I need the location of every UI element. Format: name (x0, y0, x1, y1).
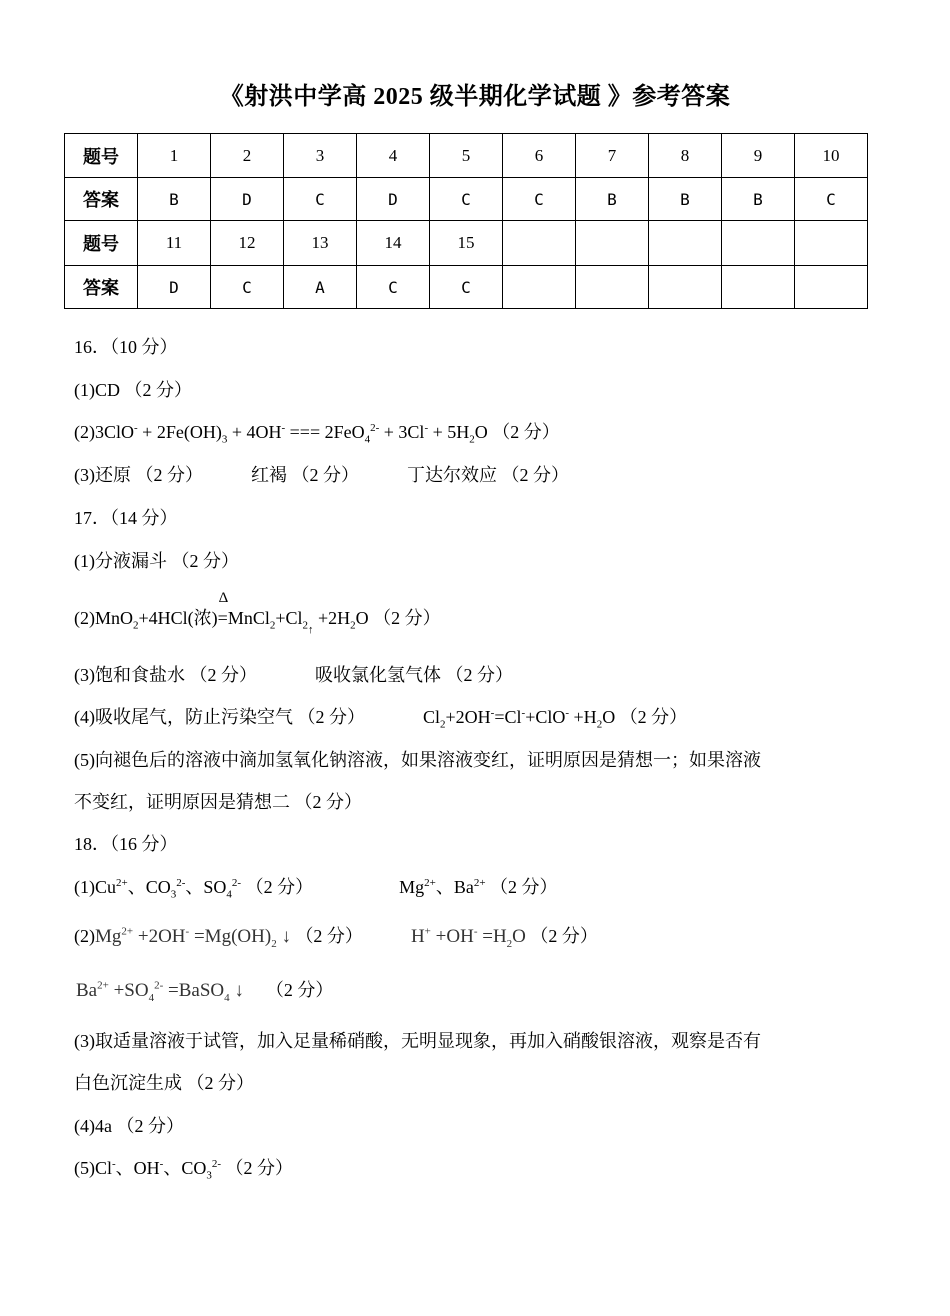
q16-part3: (3)还原 （2 分） 红褐 （2 分） 丁达尔效应 （2 分） (74, 465, 569, 485)
table-cell: 15 (430, 221, 503, 266)
table-cell (503, 221, 576, 266)
q18-part3-line1: (3)取适量溶液于试管，加入足量稀硝酸，无明显现象，再加入硝酸银溶液，观察是否有 (74, 1031, 761, 1051)
q18-part4: (4)4a （2 分） (74, 1116, 184, 1136)
q17-part5-line1: (5)向褪色后的溶液中滴加氢氧化钠溶液，如果溶液变红，证明原因是猜想一；如果溶液 (74, 750, 761, 770)
table-cell: 7 (576, 134, 649, 178)
table-cell: C (430, 266, 503, 309)
q17-part4: (4)吸收尾气，防止污染空气 （2 分） $Cl_2+2OH^-=Cl^-+ClO^- +H_2O$ （2 分） (74, 707, 688, 731)
table-cell (649, 221, 722, 266)
table-cell: 12 (211, 221, 284, 266)
table-row (65, 134, 868, 178)
table-row-header: 答案 (65, 178, 138, 221)
page-title: 《射洪中学高 2025 级半期化学试题 》参考答案 (219, 84, 731, 110)
table-cell: 13 (284, 221, 357, 266)
table-cell: A (284, 266, 357, 309)
q18-part5: (5)Cl-、OH-、$CO_3^{2-}$ （2 分） (74, 1158, 294, 1182)
table-cell: 4 (357, 134, 430, 178)
answer-table (64, 133, 868, 309)
table-cell: B (722, 178, 795, 221)
table-row-header: 题号 (65, 134, 138, 178)
q17-part3: (3)饱和食盐水 （2 分） 吸收氯化氢气体 （2 分） (74, 665, 513, 685)
table-row (65, 178, 868, 221)
table-cell (649, 266, 722, 309)
table-cell: 2 (211, 134, 284, 178)
table-cell: D (211, 178, 284, 221)
table-cell: 5 (430, 134, 503, 178)
q18-part1: $(1)Cu^{2+}$、$CO_3^{2-}$、$SO_4^{2-}$ （2 分） $Mg^{2+}$、$Ba^{2+}$ （2 分） (74, 877, 558, 901)
table-row-header: 题号 (65, 221, 138, 266)
q18-part2-line2: $Ba^{2+} +SO_4^{2-}$ =BaSO$_4$ ↓ （2 分） (76, 979, 334, 1004)
q17-part5-line2: 不变红，证明原因是猜想二 （2 分） (74, 792, 362, 812)
table-cell: 10 (795, 134, 868, 178)
table-cell: 9 (722, 134, 795, 178)
table-cell: 8 (649, 134, 722, 178)
table-cell: B (576, 178, 649, 221)
table-cell (722, 266, 795, 309)
table-cell: D (357, 178, 430, 221)
table-row (65, 221, 868, 266)
table-cell: C (503, 178, 576, 221)
table-cell (795, 221, 868, 266)
table-cell: 14 (357, 221, 430, 266)
table-cell: C (357, 266, 430, 309)
q16-header: 16．（10 分） (74, 337, 178, 357)
table-cell: C (430, 178, 503, 221)
table-cell: B (649, 178, 722, 221)
table-row-header: 答案 (65, 266, 138, 309)
q17-header: 17．（14 分） (74, 508, 178, 528)
q18-part2-line1: $(2)Mg^{2+} +2OH^- =Mg(OH)_2$ ↓ （2 分） $H^+ +OH^- =H_2O$ （2 分） (74, 925, 598, 950)
table-cell (503, 266, 576, 309)
q16-part2: $(2)3ClO^- + 2Fe(OH)_3 + 4OH^-$ === $2FeO_4^{2-} + 3Cl^- + 5H_2O$ （2 分） (74, 422, 560, 446)
q18-header: 18．（16 分） (74, 834, 178, 854)
table-cell: 11 (138, 221, 211, 266)
table-cell (795, 266, 868, 309)
q16-part1: (1)CD （2 分） (74, 380, 192, 400)
q17-part1: (1)分液漏斗 （2 分） (74, 551, 239, 571)
q17-part2: (2)MnO$_2$+4HCl(浓) Δ $=MnCl_2+Cl_{2↑} +2H_2O$ （2 分） (74, 590, 441, 636)
table-cell: B (138, 178, 211, 221)
table-cell: C (284, 178, 357, 221)
q18-part3-line2: 白色沉淀生成 （2 分） (74, 1073, 254, 1093)
table-cell (576, 266, 649, 309)
table-cell (576, 221, 649, 266)
table-cell: 6 (503, 134, 576, 178)
table-cell: C (795, 178, 868, 221)
table-cell: 3 (284, 134, 357, 178)
table-cell: 1 (138, 134, 211, 178)
table-cell: C (211, 266, 284, 309)
table-row (65, 266, 868, 309)
table-cell: D (138, 266, 211, 309)
table-cell (722, 221, 795, 266)
